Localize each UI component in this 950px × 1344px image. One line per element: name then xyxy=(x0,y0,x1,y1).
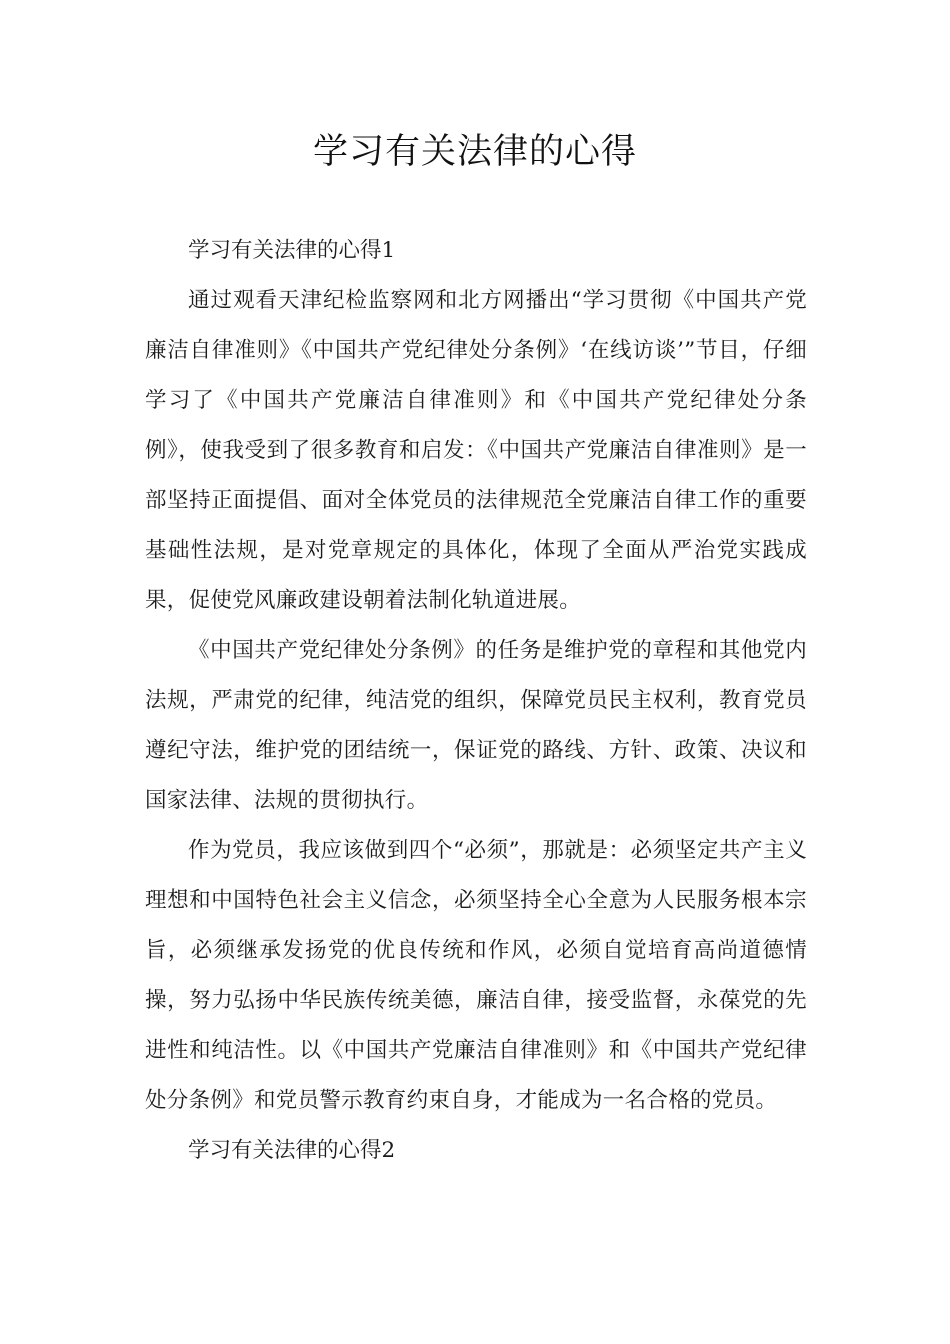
paragraph-2: 《中国共产党纪律处分条例》的任务是维护党的章程和其他党内法规，严肃党的纪律，纯洁党的组织，保障党员民主权利，教育党员遵纪守法，维护党的团结统一，保证党的路线、方针、政策、决议和国家法律、法规的贯彻执行。 xyxy=(145,638,807,813)
document-body xyxy=(145,226,807,1176)
document-title: 学习有关法律的心得 xyxy=(312,132,637,172)
section-heading-2: 学习有关法律的心得2 xyxy=(188,1138,396,1163)
section-heading-1: 学习有关法律的心得1 xyxy=(188,238,396,263)
paragraph-3: 作为党员，我应该做到四个“必须”，那就是：必须坚定共产主义理想和中国特色社会主义信念，必须坚持全心全意为人民服务根本宗旨，必须继承发扬党的优良传统和作风，必须自觉培育高尚道德情操，努力弘扬中华民族传统美德，廉洁自律，接受监督，永葆党的先进性和纯洁性。以《中国共产党廉洁自律准则》和《中国共产党纪律处分条例》和党员警示教育约束自身，才能成为一名合格的党员。 xyxy=(145,838,807,1113)
paragraph-1: 通过观看天津纪检监察网和北方网播出“学习贯彻《中国共产党廉洁自律准则》《中国共产党纪律处分条例》‘在线访谈’”节目，仔细学习了《中国共产党廉洁自律准则》和《中国共产党纪律处分条例》，使我受到了很多教育和启发：《中国共产党廉洁自律准则》是一部坚持正面提倡、面对全体党员的法律规范全党廉洁自律工作的重要基础性法规，是对党章规定的具体化，体现了全面从严治党实践成果，促使党风廉政建设朝着法制化轨道进展。 xyxy=(145,288,807,613)
